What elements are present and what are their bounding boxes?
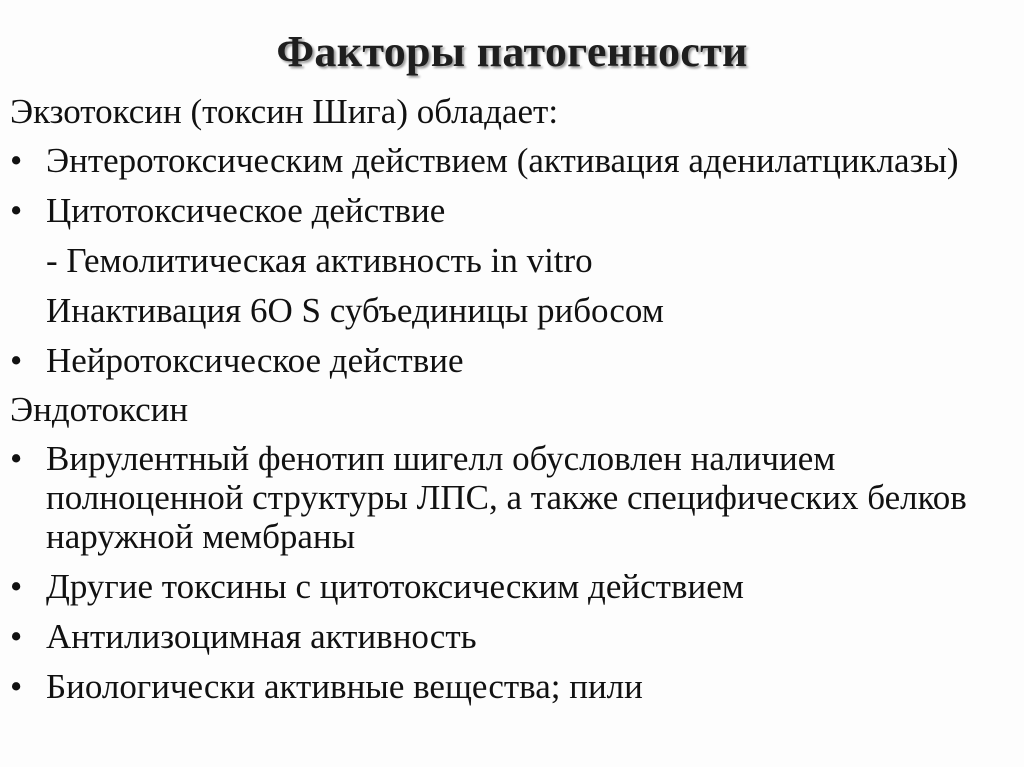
- slide-title: Факторы патогенности: [276, 27, 748, 76]
- slide-body: [10, 92, 1010, 706]
- bullet-text: Другие токсины с цитотоксическим действием: [46, 567, 744, 606]
- bullet-icon: •: [10, 667, 23, 706]
- bullet-item: [10, 141, 1010, 180]
- bullet-text: Антилизоцимная активность: [46, 617, 477, 656]
- bullet-text: Биологически активные вещества; пили: [46, 667, 643, 706]
- bullet-item: [10, 439, 1010, 556]
- bullet-text: Энтеротоксическим действием (активация аденилатциклазы): [46, 141, 959, 180]
- bullet-icon: •: [10, 191, 23, 230]
- bullet-item: [10, 667, 1010, 706]
- sub-item: [10, 241, 1010, 280]
- section-heading-endotoxin: [10, 390, 1010, 429]
- bullet-text: Вирулентный фенотип шигелл обусловлен наличием полноценной структуры ЛПС, а также специфических белков наружной мембраны: [46, 439, 967, 556]
- bullet-icon: •: [10, 141, 23, 180]
- sub-item-text: - Гемолитическая активность in vitro: [46, 241, 593, 280]
- bullet-icon: •: [10, 439, 23, 478]
- bullet-icon: •: [10, 341, 23, 380]
- line-text: Эндотоксин: [10, 390, 189, 429]
- bullet-item: [10, 617, 1010, 656]
- section-heading-exotoxin: [10, 92, 1010, 131]
- sub-item-text: Инактивация 6О S субъединицы рибосом: [46, 291, 664, 330]
- bullet-item: [10, 191, 1010, 230]
- line-text: Экзотоксин (токсин Шига) обладает:: [10, 92, 559, 131]
- sub-item: [10, 291, 1010, 330]
- bullet-item: [10, 567, 1010, 606]
- bullet-item: [10, 341, 1010, 380]
- bullet-icon: •: [10, 567, 23, 606]
- bullet-icon: •: [10, 617, 23, 656]
- bullet-text: Нейротоксическое действие: [46, 341, 464, 380]
- bullet-text: Цитотоксическое действие: [46, 191, 446, 230]
